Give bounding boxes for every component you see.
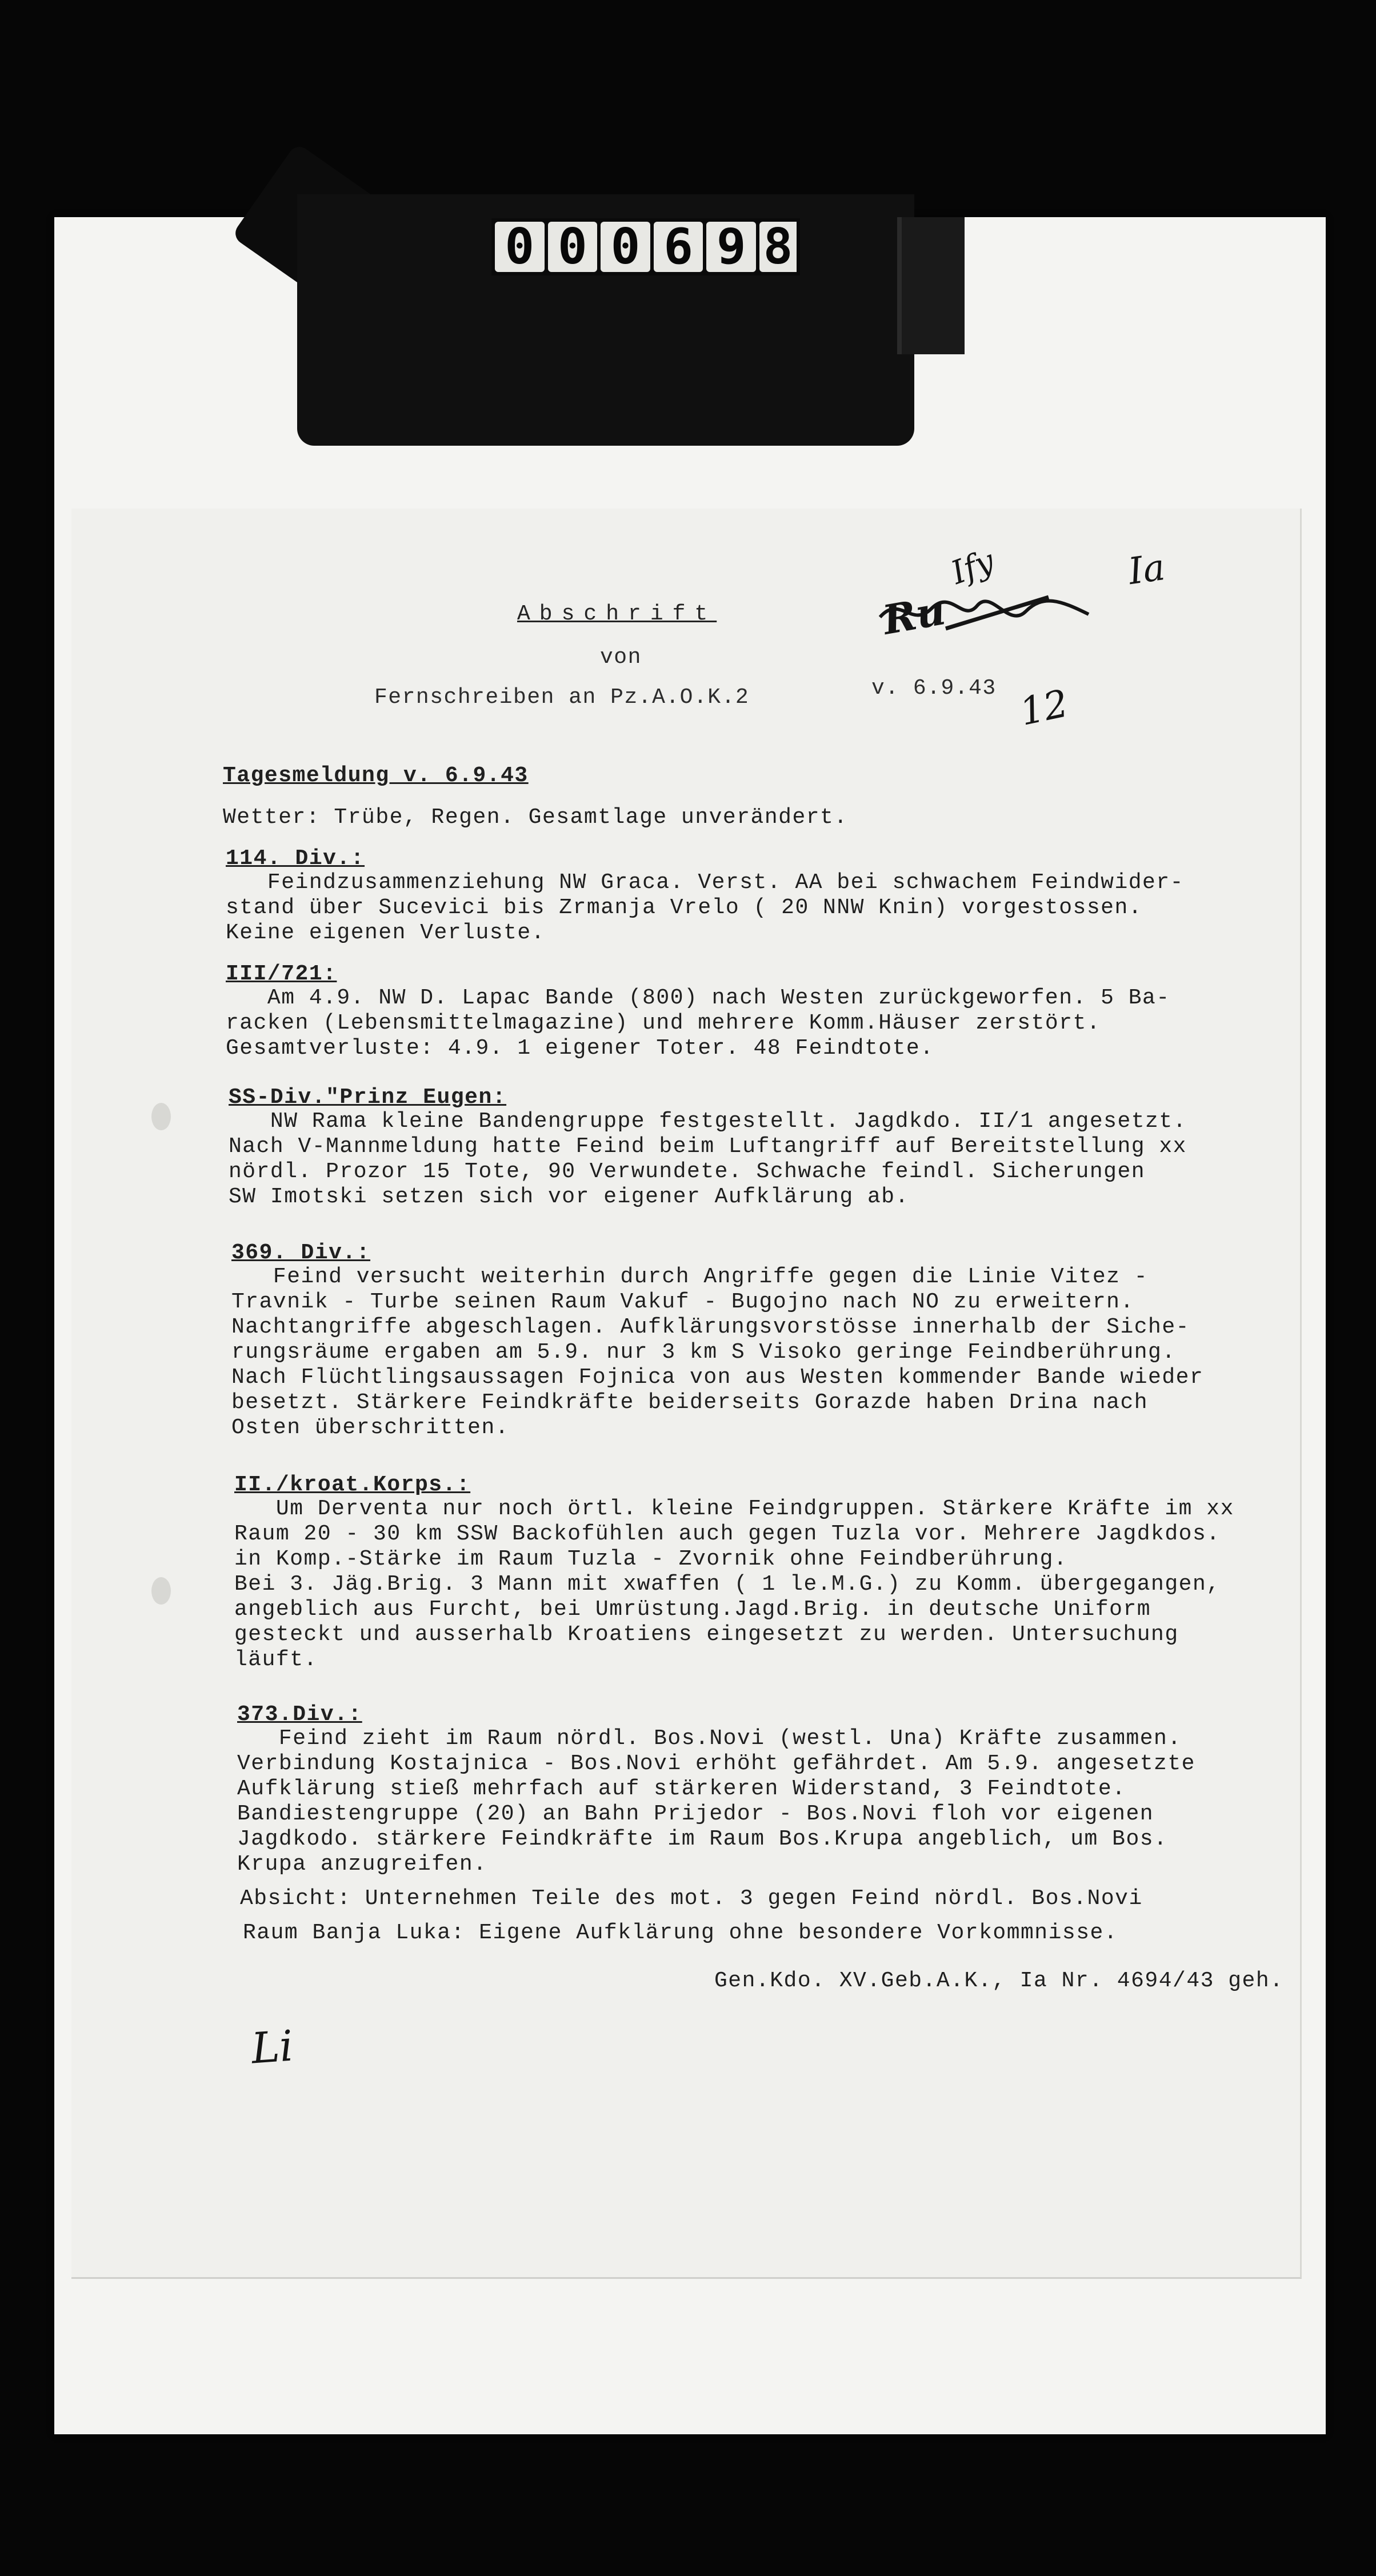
counter-knob bbox=[897, 217, 965, 354]
section-heading: III/721: bbox=[226, 962, 337, 986]
section-line: NW Rama kleine Bandengruppe festgestellt. Jagdkdo. II/1 angesetzt. bbox=[229, 1109, 1187, 1134]
section-line: Jagdkodo. stärkere Feindkräfte im Raum Bos.Krupa angeblich, um Bos. bbox=[237, 1827, 1168, 1851]
section-line: Krupa anzugreifen. bbox=[237, 1852, 487, 1877]
handwritten-signature: Li bbox=[250, 2021, 295, 2074]
section-line: stand über Sucevici bis Zrmanja Vrelo ( 20 NNW Knin) vorgestossen. bbox=[226, 895, 1143, 920]
report-heading: Tagesmeldung v. 6.9.43 bbox=[223, 763, 529, 788]
section-line: Gesamtverluste: 4.9. 1 eigener Toter. 48 Feindtote. bbox=[226, 1036, 934, 1061]
section-line: besetzt. Stärkere Feindkräfte beiderseits Gorazde haben Drina nach bbox=[231, 1390, 1149, 1415]
handwritten-number: 12 bbox=[1015, 681, 1073, 734]
counter-digit: 8 bbox=[759, 222, 797, 272]
section-line: Aufklärung stieß mehrfach auf stärkeren Widerstand, 3 Feindtote. bbox=[237, 1777, 1126, 1801]
section-line: SW Imotski setzen sich vor eigener Aufklärung ab. bbox=[229, 1185, 909, 1209]
counter-digit: 0 bbox=[495, 222, 545, 272]
section-line: Bandiestengruppe (20) an Bahn Prijedor - Bos.Novi floh vor eigenen bbox=[237, 1802, 1154, 1826]
punch-hole bbox=[151, 1103, 171, 1130]
handwritten-mark: Ify bbox=[946, 542, 999, 592]
section-line: Travnik - Turbe seinen Raum Vakuf - Bugojno nach NO zu erweitern. bbox=[231, 1290, 1134, 1314]
section-line: Osten überschritten. bbox=[231, 1415, 510, 1440]
section-heading: 369. Div.: bbox=[231, 1241, 371, 1265]
document-subtitle: Fernschreiben an Pz.A.O.K.2 bbox=[374, 685, 750, 710]
section-line: Nach Flüchtlingsaussagen Fojnica von aus Westen kommender Bande wieder bbox=[231, 1365, 1204, 1390]
counter-window bbox=[491, 218, 800, 275]
section-line: Verbindung Kostajnica - Bos.Novi erhöht gefährdet. Am 5.9. angesetzte bbox=[237, 1751, 1195, 1776]
handwritten-initials: Ru bbox=[879, 586, 949, 644]
section-heading: II./kroat.Korps.: bbox=[234, 1473, 471, 1497]
punch-hole bbox=[151, 1577, 171, 1605]
counter-digit: 9 bbox=[706, 222, 756, 272]
section-line: Raum 20 - 30 km SSW Backofühlen auch gegen Tuzla vor. Mehrere Jagdkdos. bbox=[234, 1522, 1221, 1546]
section-line: Keine eigenen Verluste. bbox=[226, 921, 545, 945]
document-title: Abschrift bbox=[517, 602, 717, 626]
section-line: Am 4.9. NW D. Lapac Bande (800) nach Westen zurückgeworfen. 5 Ba- bbox=[226, 986, 1170, 1010]
section-line: in Komp.-Stärke im Raum Tuzla - Zvornik ohne Feindberührung. bbox=[234, 1547, 1068, 1571]
section-line: Feind zieht im Raum nördl. Bos.Novi (westl. Una) Kräfte zusammen. bbox=[237, 1726, 1182, 1751]
banja-luka-line: Raum Banja Luka: Eigene Aufklärung ohne besondere Vorkommnisse. bbox=[243, 1921, 1118, 1945]
reference-line: Gen.Kdo. XV.Geb.A.K., Ia Nr. 4694/43 geh. bbox=[714, 1969, 1284, 1993]
section-line: Feindzusammenziehung NW Graca. Verst. AA bei schwachem Feindwider- bbox=[226, 870, 1184, 895]
document-date: v. 6.9.43 bbox=[871, 676, 997, 701]
counter-digit: 0 bbox=[601, 222, 650, 272]
counter-digit: 6 bbox=[654, 222, 703, 272]
handwritten-ia: Ia bbox=[1126, 546, 1168, 594]
section-line: gesteckt und ausserhalb Kroatiens eingesetzt zu werden. Untersuchung bbox=[234, 1622, 1179, 1647]
section-line: Feind versucht weiterhin durch Angriffe gegen die Linie Vitez - bbox=[231, 1265, 1149, 1289]
counter-digit: 0 bbox=[548, 222, 598, 272]
section-line: Um Derventa nur noch örtl. kleine Feindgruppen. Stärkere Kräfte im xx bbox=[234, 1497, 1234, 1521]
intent-line: Absicht: Unternehmen Teile des mot. 3 gegen Feind nördl. Bos.Novi bbox=[240, 1886, 1143, 1911]
section-line: rungsräume ergaben am 5.9. nur 3 km S Visoko geringe Feindberührung. bbox=[231, 1340, 1176, 1365]
section-heading: 114. Div.: bbox=[226, 846, 365, 871]
section-heading: SS-Div."Prinz Eugen: bbox=[229, 1085, 507, 1110]
section-line: läuft. bbox=[234, 1647, 318, 1672]
section-line: racken (Lebensmittelmagazine) und mehrere Komm.Häuser zerstört. bbox=[226, 1011, 1101, 1035]
section-line: Nachtangriffe abgeschlagen. Aufklärungsvorstösse innerhalb der Siche- bbox=[231, 1315, 1190, 1339]
section-line: Bei 3. Jäg.Brig. 3 Mann mit xwaffen ( 1 le.M.G.) zu Komm. übergegangen, bbox=[234, 1572, 1221, 1597]
section-line: Nach V-Mannmeldung hatte Feind beim Luftangriff auf Bereitstellung xx bbox=[229, 1134, 1187, 1159]
weather-line: Wetter: Trübe, Regen. Gesamtlage unverändert. bbox=[223, 805, 848, 830]
document-von: von bbox=[600, 645, 642, 670]
section-line: nördl. Prozor 15 Tote, 90 Verwundete. Schwache feindl. Sicherungen bbox=[229, 1159, 1146, 1184]
section-line: angeblich aus Furcht, bei Umrüstung.Jagd.Brig. in deutsche Uniform bbox=[234, 1597, 1151, 1622]
section-heading: 373.Div.: bbox=[237, 1702, 362, 1727]
